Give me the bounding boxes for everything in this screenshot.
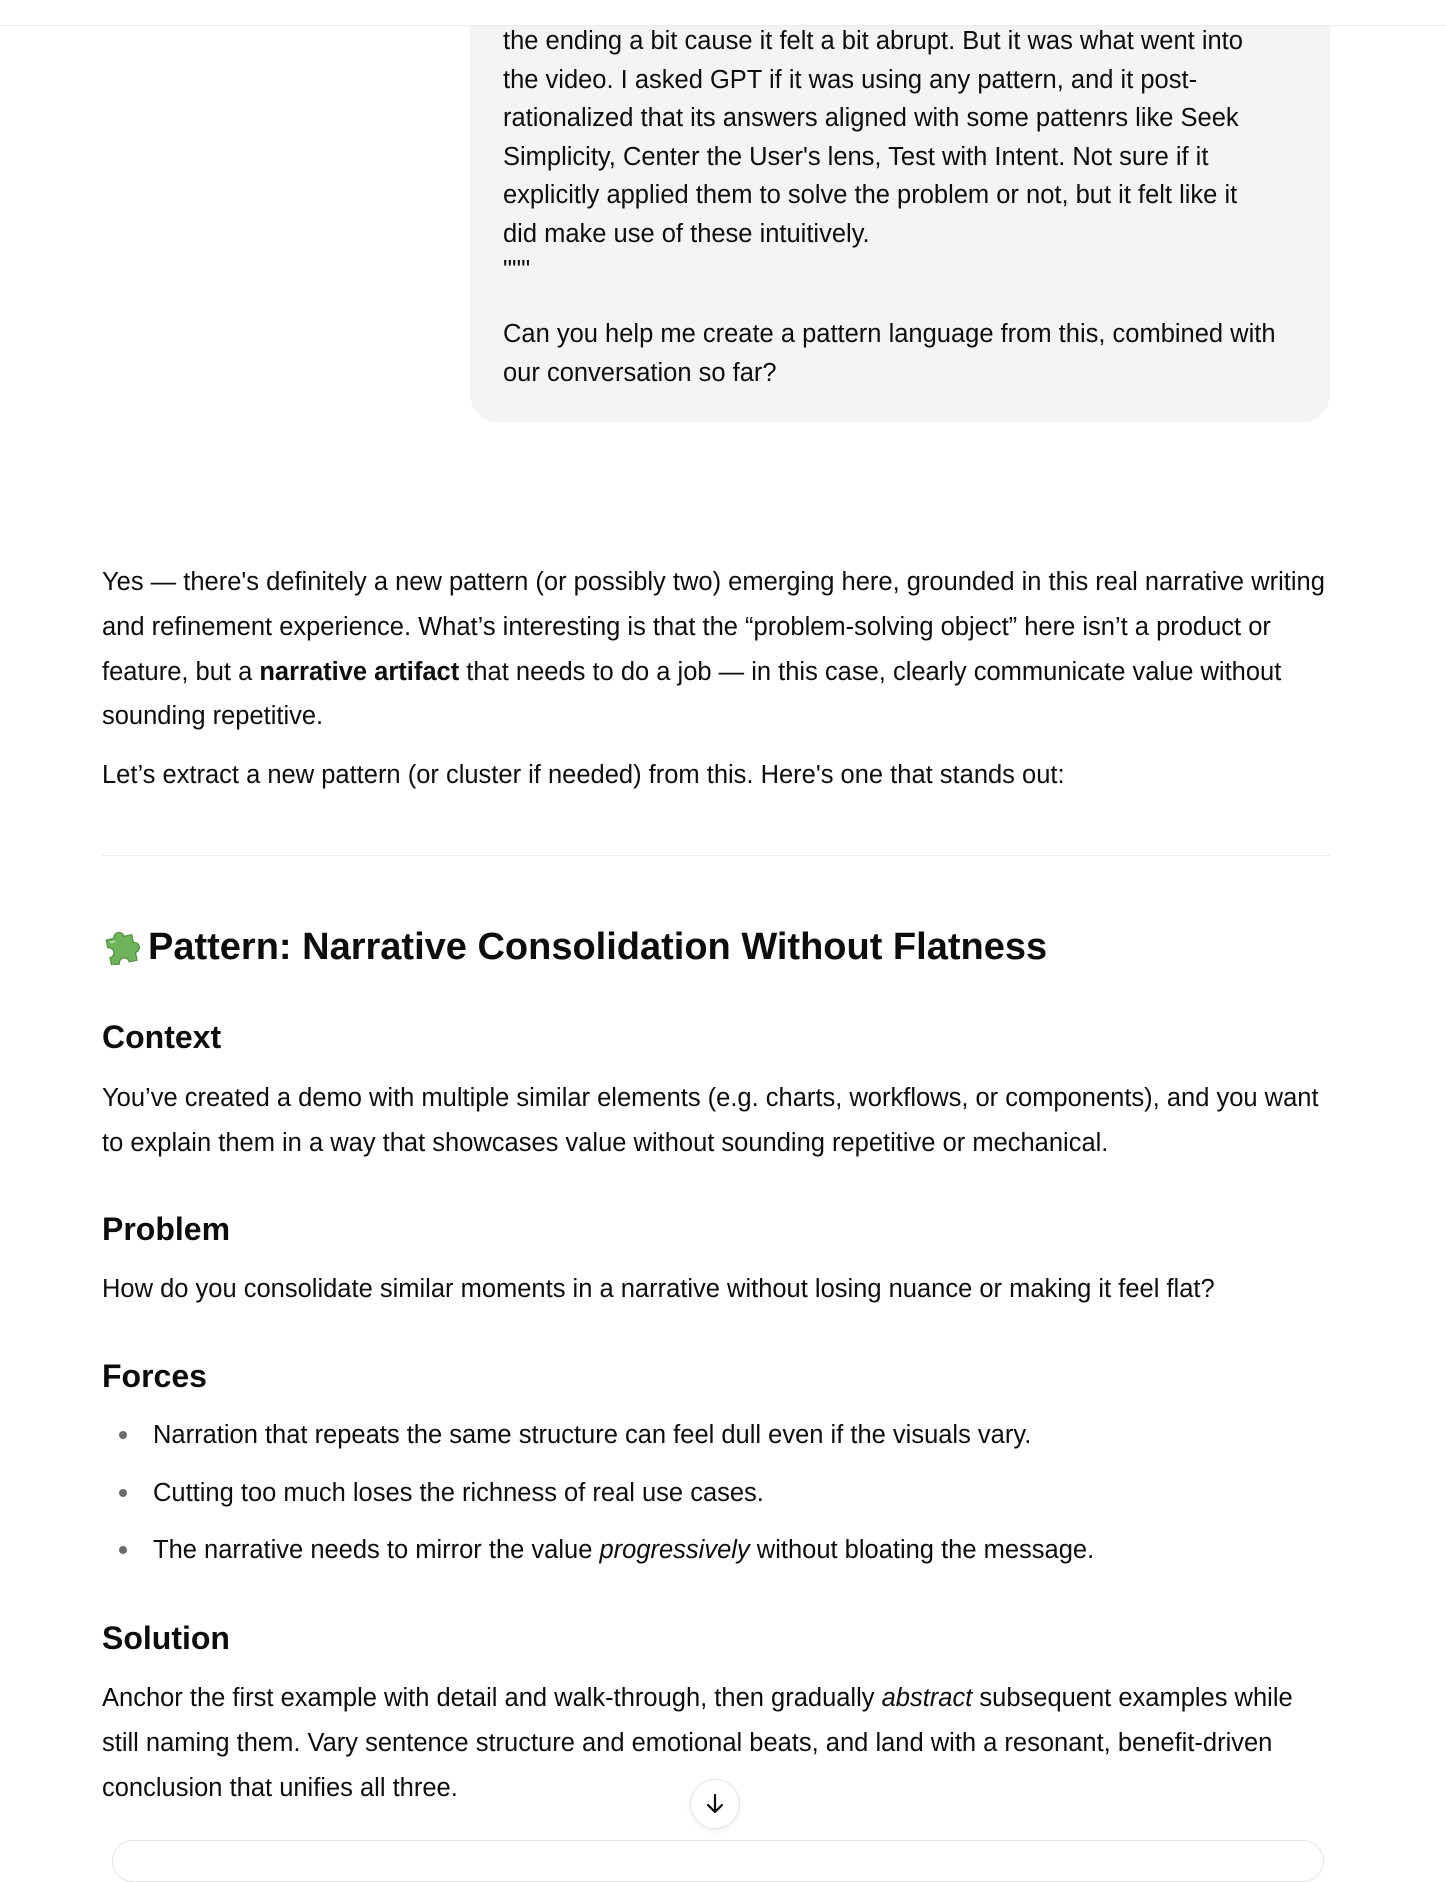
arrow-down-icon <box>702 1791 728 1817</box>
puzzle-piece-icon <box>102 925 142 965</box>
intro-paragraph: Yes — there's definitely a new pattern (or possibly two) emerging here, grounded in this real narrative writing and refinement experience. What’s interesting is that the “problem-solving object” here isn’t a product or feature, but a narrative artifact that needs to do a job — in this case, clearly communicate value without sounding repetitive. <box>102 568 1325 731</box>
closing-quotes: """ <box>503 256 531 284</box>
top-header-bar <box>0 0 1446 26</box>
user-question-line: our conversation so far? <box>503 358 777 387</box>
bullet-dot <box>119 1546 127 1554</box>
user-message-line: did make use of these intuitively. <box>503 219 870 248</box>
forces-list <box>102 1413 1330 1586</box>
assistant-intro <box>102 560 1330 798</box>
pattern-label: Pattern: <box>148 926 303 968</box>
problem-text: How do you consolidate similar moments in a narrative without losing nuance or making it feel flat? <box>102 1275 1215 1303</box>
section-divider <box>102 855 1330 856</box>
context-heading: Context <box>102 1019 222 1055</box>
list-item: Narration that repeats the same structure can feel dull even if the visuals vary. <box>102 1413 1330 1471</box>
narrative-artifact-bold: narrative artifact <box>259 657 460 686</box>
context-text: You’ve created a demo with multiple similar elements (e.g. charts, workflows, or components), and you want to explain them in a way that showcases value without sounding repetitive or mechanical. <box>102 1084 1319 1157</box>
user-message-line: rationalized that its answers aligned with some pattenrs like Seek <box>503 104 1239 132</box>
extract-paragraph: Let’s extract a new pattern (or cluster if needed) from this. Here's one that stands out: <box>102 761 1065 790</box>
forces-heading: Forces <box>102 1358 207 1394</box>
progressively-emphasis: progressively <box>599 1536 750 1564</box>
scroll-to-bottom-button[interactable] <box>690 1779 740 1829</box>
pattern-name: Narrative Consolidation Without Flatness <box>302 926 1048 968</box>
user-message-bubble <box>470 0 1330 422</box>
user-message-line: explicitly applied them to solve the problem or not, but it felt like it <box>503 181 1238 209</box>
abstract-emphasis: abstract <box>881 1684 973 1712</box>
message-composer[interactable] <box>112 1840 1324 1882</box>
user-question-line: Can you help me create a pattern language from this, combined with <box>503 320 1276 348</box>
user-message-line: Simplicity, Center the User's lens, Test with Intent. Not sure if it <box>503 142 1209 171</box>
pattern-title <box>102 922 1047 972</box>
user-message-line: the video. I asked GPT if it was using any pattern, and it post- <box>503 65 1198 94</box>
solution-heading: Solution <box>102 1620 230 1656</box>
bullet-dot <box>119 1489 127 1497</box>
bullet-dot <box>119 1431 127 1439</box>
list-item: Cutting too much loses the richness of real use cases. <box>102 1471 1330 1529</box>
list-item: The narrative needs to mirror the value progressively without bloating the message. <box>102 1528 1330 1586</box>
solution-text: Anchor the first example with detail and walk-through, then gradually abstract subsequent examples while still naming them. Vary sentence structure and emotional beats, and land with a resonant, benefit-driven conclusion that unifies all three. <box>102 1684 1293 1802</box>
problem-heading: Problem <box>102 1211 231 1247</box>
user-message-line: the ending a bit cause it felt a bit abrupt. But it was what went into <box>503 27 1243 55</box>
